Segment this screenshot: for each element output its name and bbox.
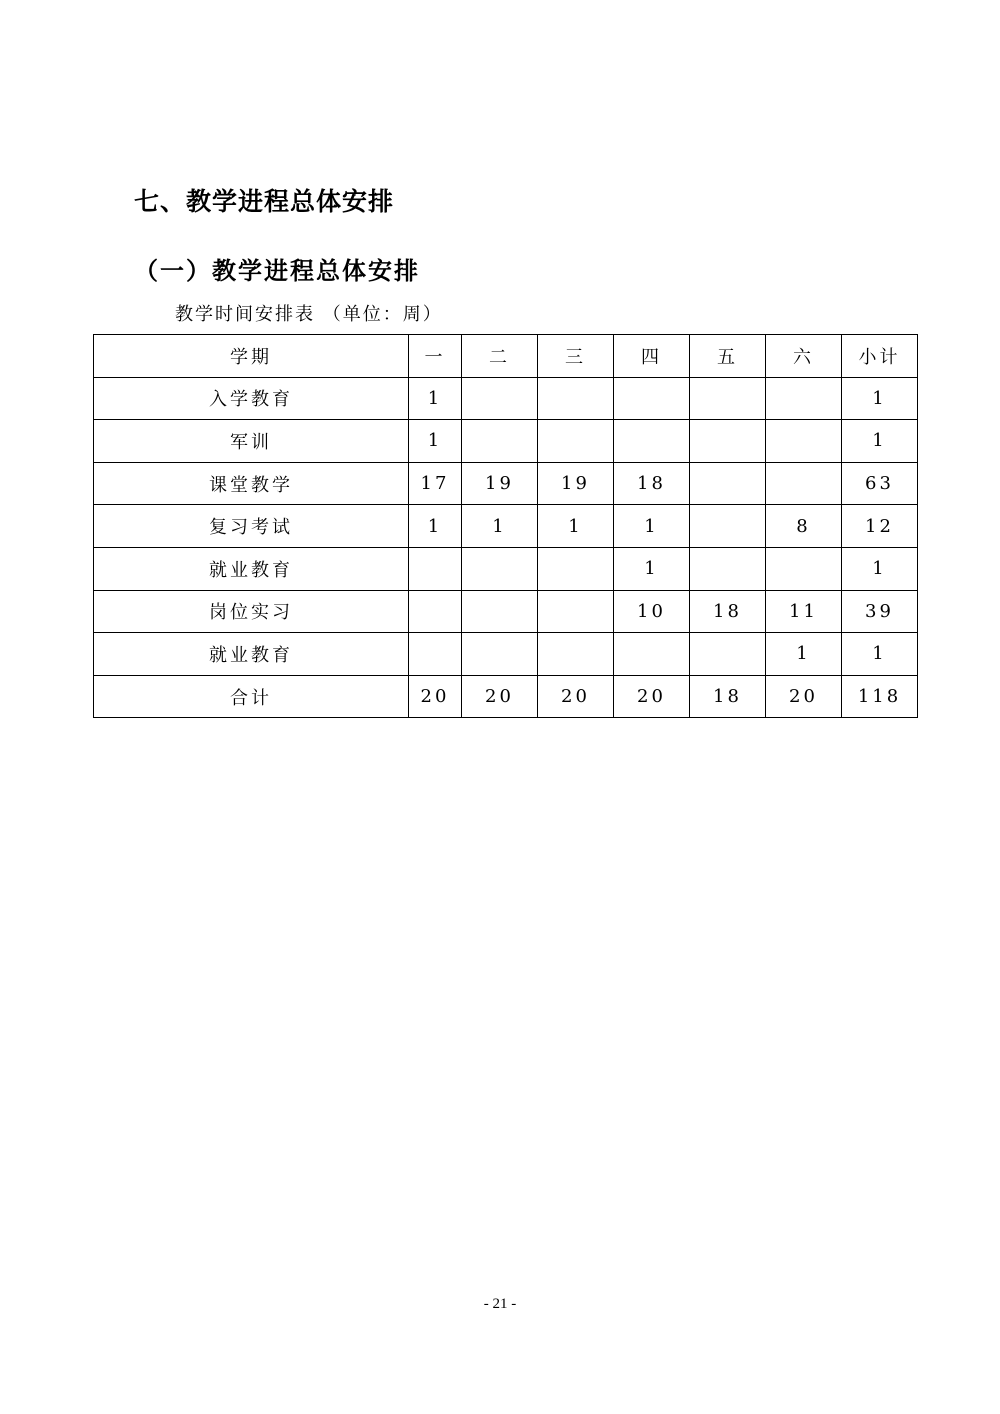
header-term-5: 五	[690, 335, 766, 378]
table-cell-subtotal: 118	[842, 675, 918, 718]
table-cell	[766, 377, 842, 420]
table-cell: 10	[614, 590, 690, 633]
subsection-title: （一）教学进程总体安排	[134, 257, 420, 285]
table-cell	[409, 590, 462, 633]
table-cell	[766, 547, 842, 590]
teaching-schedule-table	[93, 334, 918, 718]
row-label: 复习考试	[94, 505, 409, 548]
table-cell: 20	[409, 675, 462, 718]
table-cell	[538, 590, 614, 633]
page-number: - 21 -	[483, 1296, 517, 1312]
header-term-1: 一	[409, 335, 462, 378]
table-row	[94, 420, 918, 463]
table-cell: 1	[766, 633, 842, 676]
table-cell-subtotal: 1	[842, 420, 918, 463]
table-cell: 1	[614, 547, 690, 590]
table-cell	[462, 633, 538, 676]
table-cell: 1	[462, 505, 538, 548]
table-cell-subtotal: 12	[842, 505, 918, 548]
row-label: 军训	[94, 420, 409, 463]
table-cell: 1	[409, 420, 462, 463]
table-header-row	[94, 335, 918, 378]
header-term-6: 六	[766, 335, 842, 378]
table-cell: 1	[409, 377, 462, 420]
table-cell: 1	[614, 505, 690, 548]
table-cell	[690, 547, 766, 590]
table-cell	[462, 547, 538, 590]
table-caption: 教学时间安排表 （单位：周）	[175, 304, 443, 325]
row-label: 就业教育	[94, 633, 409, 676]
table-cell-subtotal: 63	[842, 462, 918, 505]
row-label: 入学教育	[94, 377, 409, 420]
table-cell: 18	[690, 590, 766, 633]
table-cell: 19	[538, 462, 614, 505]
table-total-row	[94, 675, 918, 718]
table-cell	[538, 547, 614, 590]
table-cell	[614, 377, 690, 420]
table-cell	[690, 633, 766, 676]
table-cell	[462, 590, 538, 633]
table-cell	[690, 377, 766, 420]
table-cell: 17	[409, 462, 462, 505]
table-cell: 19	[462, 462, 538, 505]
table-cell-subtotal: 39	[842, 590, 918, 633]
header-subtotal: 小计	[842, 335, 918, 378]
row-label: 岗位实习	[94, 590, 409, 633]
table-cell: 1	[409, 505, 462, 548]
table-cell-subtotal: 1	[842, 547, 918, 590]
row-label: 课堂教学	[94, 462, 409, 505]
table-row	[94, 377, 918, 420]
table-row	[94, 633, 918, 676]
table-row	[94, 590, 918, 633]
table-cell: 20	[766, 675, 842, 718]
table-cell	[462, 420, 538, 463]
table-cell	[690, 505, 766, 548]
table-cell	[766, 462, 842, 505]
header-semester: 学期	[94, 335, 409, 378]
table-cell-subtotal: 1	[842, 633, 918, 676]
table-cell	[690, 420, 766, 463]
header-term-2: 二	[462, 335, 538, 378]
table-cell	[614, 633, 690, 676]
table-cell: 1	[538, 505, 614, 548]
table-cell: 8	[766, 505, 842, 548]
row-label: 就业教育	[94, 547, 409, 590]
table-cell: 18	[690, 675, 766, 718]
table-row	[94, 547, 918, 590]
header-term-3: 三	[538, 335, 614, 378]
table-cell	[766, 420, 842, 463]
table-cell: 11	[766, 590, 842, 633]
table-cell	[409, 547, 462, 590]
table-cell	[690, 462, 766, 505]
table-cell	[462, 377, 538, 420]
header-term-4: 四	[614, 335, 690, 378]
table-cell	[409, 633, 462, 676]
table-cell	[538, 420, 614, 463]
table-cell	[538, 377, 614, 420]
table-cell	[538, 633, 614, 676]
section-title: 七、教学进程总体安排	[134, 187, 395, 216]
row-label: 合计	[94, 675, 409, 718]
table-cell: 18	[614, 462, 690, 505]
table-cell: 20	[614, 675, 690, 718]
table-cell-subtotal: 1	[842, 377, 918, 420]
table-cell: 20	[538, 675, 614, 718]
table-cell	[614, 420, 690, 463]
table-cell: 20	[462, 675, 538, 718]
table-row	[94, 462, 918, 505]
table-row	[94, 505, 918, 548]
